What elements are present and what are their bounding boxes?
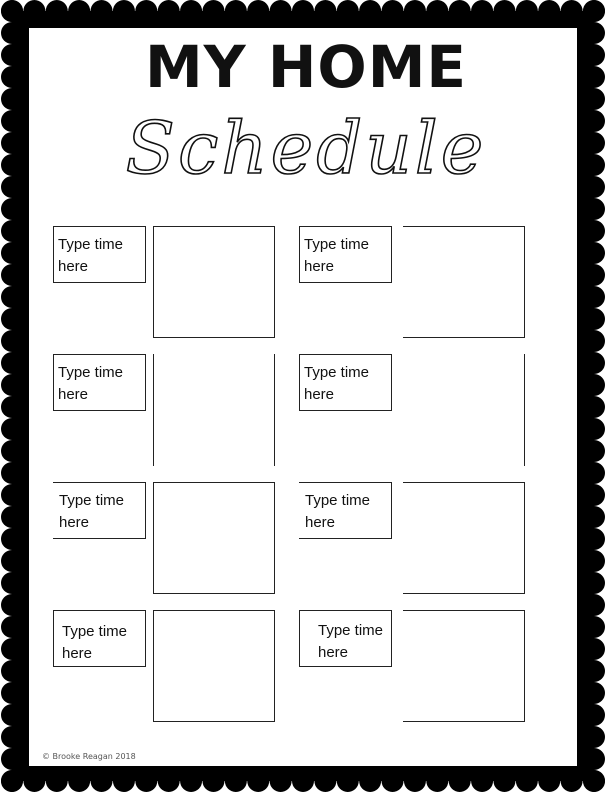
scallop-dot [1,638,23,660]
scallop-dot [1,616,23,638]
scallop-dot [270,770,292,792]
time-input-3-left[interactable]: Type time here [53,482,146,539]
activity-box-4-right[interactable] [403,610,525,722]
scallop-dot [583,286,605,308]
scallop-dot [404,770,426,792]
scallop-dot [292,0,314,22]
time-input-2-left[interactable]: Type time here [53,354,146,411]
time-input-3-right[interactable]: Type time here [299,482,392,539]
scallop-dot [270,0,292,22]
scallop-dot [583,638,605,660]
scallop-dot [113,770,135,792]
scallop-dot [583,550,605,572]
activity-box-1-right[interactable] [403,226,525,338]
scallop-dot [583,682,605,704]
scallop-dot [1,198,23,220]
activity-box-1-left[interactable] [153,226,275,338]
copyright-text: © Brooke Reagan 2018 [42,752,136,761]
time-input-4-left[interactable]: Type time here [53,610,146,667]
scallop-dot [359,770,381,792]
scallop-dot [583,396,605,418]
scallop-dot [1,396,23,418]
scallop-dot [247,0,269,22]
scallop-dot [583,770,605,792]
scallop-dot [583,308,605,330]
scallop-dot [225,0,247,22]
scallop-dot [202,770,224,792]
scallop-dot [583,506,605,528]
scallop-dot [91,0,113,22]
scallop-dot [561,770,583,792]
activity-box-4-left[interactable] [153,610,275,722]
scallop-dot [158,770,180,792]
scallop-dot [1,462,23,484]
scallop-dot [583,264,605,286]
scallop-dot [583,352,605,374]
time-input-2-right[interactable]: Type time here [299,354,392,411]
scallop-dot [538,0,560,22]
scallop-dot [1,440,23,462]
scallop-dot [247,770,269,792]
scallop-dot [91,770,113,792]
scallop-dot [1,264,23,286]
scallop-dot [46,770,68,792]
scallop-dot [337,0,359,22]
scallop-dot [382,0,404,22]
scallop-dot [583,726,605,748]
scallop-dot [337,770,359,792]
scallop-dot [516,770,538,792]
scallop-dot [1,242,23,264]
scallop-dot [471,0,493,22]
scallop-dot [583,418,605,440]
time-input-4-right[interactable]: Type time here [299,610,392,667]
scallop-dot [1,418,23,440]
time-input-1-right[interactable]: Type time here [299,226,392,283]
scallop-dot [1,0,23,22]
scallop-dot [516,0,538,22]
scallop-dot [583,484,605,506]
scallop-dot [1,660,23,682]
scallop-dot [449,0,471,22]
scallop-dot [359,0,381,22]
scallop-dot [449,770,471,792]
scallop-dot [583,198,605,220]
scallop-dot [23,0,45,22]
scallop-dot [1,748,23,770]
scallop-dot [583,616,605,638]
scallop-dot [583,704,605,726]
scallop-dot [583,220,605,242]
scallop-dot [180,0,202,22]
scallop-dot [1,374,23,396]
scallop-dot [314,770,336,792]
scallop-dot [1,308,23,330]
scallop-dot [583,594,605,616]
activity-box-3-right[interactable] [403,482,525,594]
page-subtitle: Schedule [125,106,487,190]
scallop-dot [113,0,135,22]
scallop-dot [426,770,448,792]
scallop-dot [583,748,605,770]
scallop-dot [1,352,23,374]
activity-box-3-left[interactable] [153,482,275,594]
time-input-1-left[interactable]: Type time here [53,226,146,283]
scallop-dot [1,682,23,704]
scallop-dot [1,726,23,748]
scallop-dot [583,374,605,396]
scallop-dot [225,770,247,792]
scallop-dot [1,528,23,550]
scallop-dot [68,0,90,22]
scallop-dot [583,462,605,484]
scallop-dot [538,770,560,792]
scallop-dot [583,528,605,550]
scallop-dot [426,0,448,22]
scallop-dot [1,770,23,792]
scallop-dot [561,0,583,22]
scallop-dot [493,0,515,22]
scallop-dot [135,0,157,22]
scallop-dot [1,572,23,594]
scallop-dot [1,484,23,506]
scallop-dot [583,0,605,22]
scallop-dot [1,550,23,572]
scallop-dot [583,660,605,682]
scallop-dot [158,0,180,22]
scallop-dot [1,704,23,726]
scallop-dot [1,220,23,242]
scallop-dot [202,0,224,22]
scallop-dot [404,0,426,22]
scallop-dot [180,770,202,792]
scallop-dot [292,770,314,792]
scallop-dot [1,594,23,616]
scallop-dot [68,770,90,792]
scallop-dot [1,330,23,352]
activity-box-2-left[interactable] [153,354,275,466]
scallop-dot [583,242,605,264]
scallop-dot [1,506,23,528]
scallop-dot [471,770,493,792]
scallop-dot [23,770,45,792]
scallop-dot [135,770,157,792]
scallop-dot [1,286,23,308]
scallop-dot [382,770,404,792]
activity-box-2-right[interactable] [403,354,525,466]
scallop-dot [493,770,515,792]
scallop-dot [583,572,605,594]
scallop-dot [583,440,605,462]
page-title: MY HOME [144,33,468,101]
scallop-dot [46,0,68,22]
scallop-dot [314,0,336,22]
scallop-dot [583,330,605,352]
